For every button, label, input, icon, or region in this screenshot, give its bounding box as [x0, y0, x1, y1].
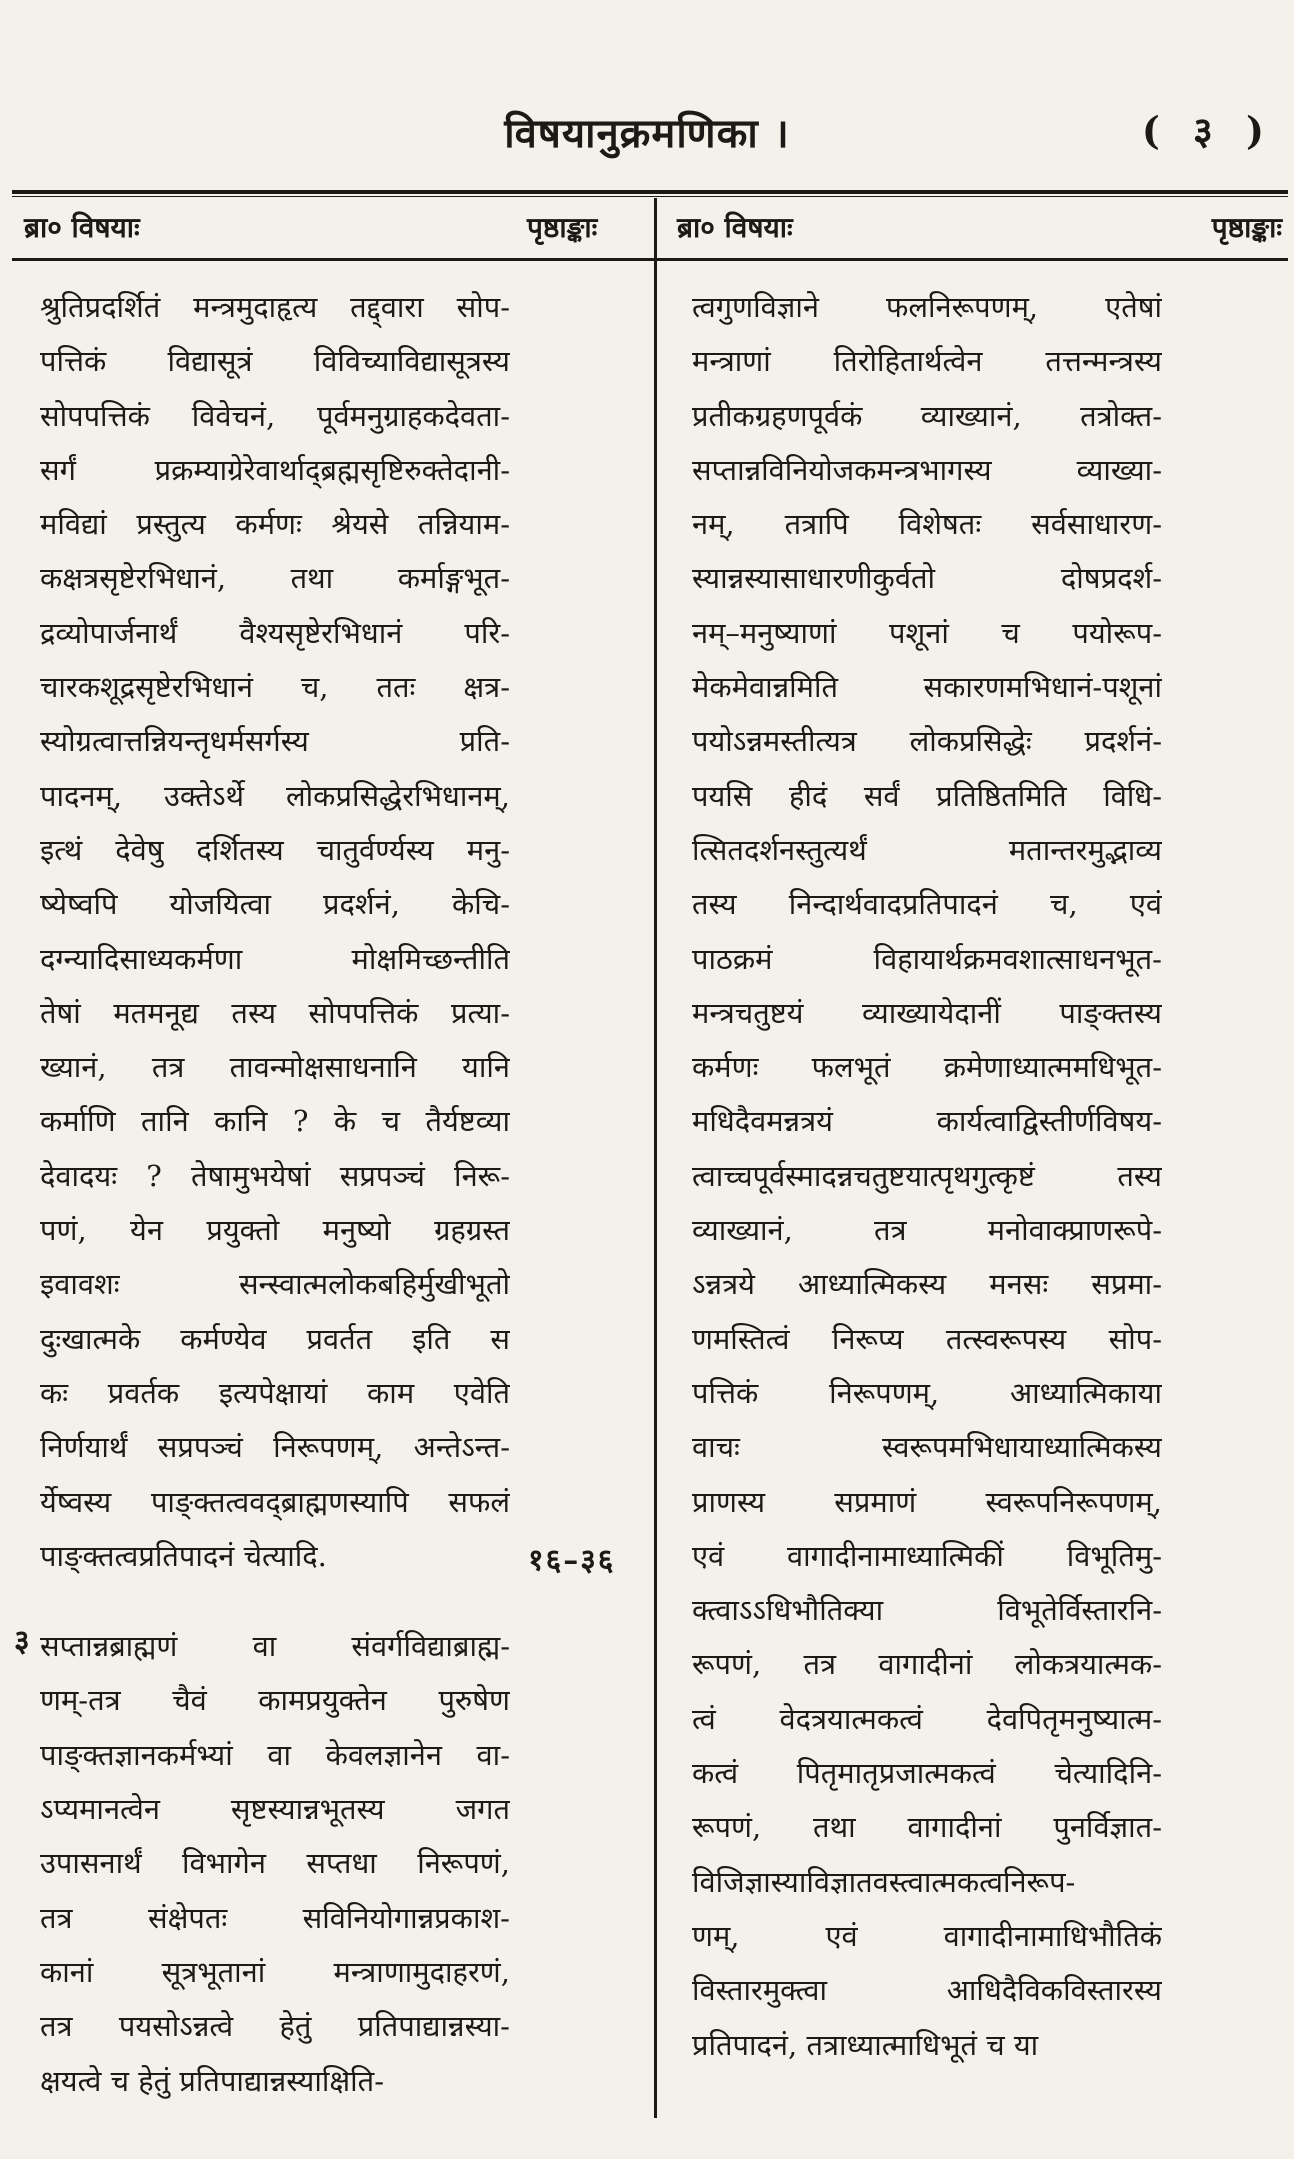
text-line: श्रुतिप्रदर्शितं मन्त्रमुदाहृत्य तद्द्वारा सोप- — [40, 290, 510, 324]
text-line: प्रतिपादनं, तत्राध्यात्माधिभूतं च या — [692, 2027, 1039, 2062]
text-line: स्योग्रत्वात्तन्नियन्तृधर्मसर्गस्य प्रति- — [40, 724, 510, 759]
right-serial-header: ब्रा० विषयाः — [677, 211, 793, 244]
top-rule — [12, 190, 1288, 194]
text-line: कर्मणः फलभूतं क्रमेणाध्यात्ममधिभूत- — [692, 1050, 1162, 1085]
toc-entry — [40, 280, 510, 1583]
text-line: सप्तान्नब्राह्मणं वा संवर्गविद्याब्राह्म- — [40, 1629, 510, 1664]
text-line: पणं, येन प्रयुक्तो मनुष्यो ग्रहग्रस्त — [40, 1213, 510, 1248]
text-line: प्राणस्य सप्रमाणं स्वरूपनिरूपणम्, — [692, 1484, 1162, 1519]
text-line: एवं वागादीनामाध्यात्मिकीं विभूतिमु- — [692, 1538, 1162, 1573]
text-line: णमस्तित्वं निरूप्य तत्स्वरूपस्य सोप- — [692, 1321, 1162, 1356]
header-underline — [12, 258, 1288, 261]
text-line: तेषां मतमनूद्य तस्य सोपपत्तिकं प्रत्या- — [40, 995, 510, 1030]
text-line: इत्थं देवेषु दर्शितस्य चातुर्वर्ण्यस्य मनु- — [40, 832, 510, 867]
text-line: र्येष्वस्य पाङ्क्तत्ववद्ब्राह्मणस्यापि सफलं — [40, 1484, 510, 1519]
text-line: दग्न्यादिसाध्यकर्मणा मोक्षमिच्छन्तीति — [40, 941, 510, 976]
text-line: सोपपत्तिकं विवेचनं, पूर्वमनुग्राहकदेवता- — [40, 398, 510, 433]
text-line: स्यान्नस्यासाधारणीकुर्वतो दोषप्रदर्श- — [692, 561, 1162, 596]
text-line: सर्गं प्रक्रम्याग्रेरेवार्थाद्ब्रह्मसृष्टिरुक्तेदानी- — [40, 452, 510, 487]
entry-number: ३ — [14, 1624, 30, 1660]
text-line: कर्माणि तानि कानि ? के च तैर्यष्टव्या — [40, 1104, 510, 1139]
text-line: पयोऽन्नमस्तीत्यत्र लोकप्रसिद्धेः प्रदर्शनं- — [692, 724, 1162, 759]
text-line: वाचः स्वरूपमभिधायाध्यात्मिकस्य — [692, 1430, 1162, 1465]
text-line: रूपणं, तत्र वागादीनां लोकत्रयात्मक- — [692, 1647, 1162, 1682]
text-line: त्सितदर्शनस्तुत्यर्थं मतान्तरमुद्भाव्य — [692, 832, 1162, 867]
text-line: मन्त्राणां तिरोहितार्थत्वेन तत्तन्मन्त्रस्य — [692, 344, 1162, 379]
page-title: विषयानुक्रमणिका । — [504, 110, 790, 157]
column-divider — [654, 198, 657, 2118]
column-headers — [12, 200, 1288, 250]
text-line: सप्तान्नविनियोजकमन्त्रभागस्य व्याख्या- — [692, 452, 1162, 487]
text-line: इवावशः सन्स्वात्मलोकबहिर्मुखीभूतो — [40, 1267, 510, 1302]
text-line: पाठक्रमं विहायार्थक्रमवशात्साधनभूत- — [692, 941, 1162, 976]
text-line: क्षयत्वे च हेतुं प्रतिपाद्यान्नस्याक्षिति- — [40, 2063, 385, 2098]
text-line: तत्र पयसोऽन्नत्वे हेतुं प्रतिपाद्यान्नस्या- — [40, 2009, 510, 2044]
text-line: द्रव्योपार्जनार्थं वैश्यसृष्टेरभिधानं परि- — [40, 615, 510, 650]
left-serial-header: ब्रा० विषयाः — [24, 211, 140, 244]
text-line: निर्णयार्थं सप्रपञ्चं निरूपणम्, अन्तेऽन्त- — [40, 1430, 510, 1465]
text-line: व्याख्यानं, तत्र मनोवाक्प्राणरूपे- — [692, 1213, 1162, 1248]
text-line: पाङ्क्तज्ञानकर्मभ्यां वा केवलज्ञानेन वा- — [40, 1737, 510, 1772]
text-line: क्त्वाऽऽधिभौतिक्या विभूतेर्विस्तारनि- — [692, 1593, 1162, 1628]
text-line: रूपणं, तथा वागादीनां पुनर्विज्ञात- — [692, 1810, 1162, 1845]
text-line: कः प्रवर्तक इत्यपेक्षायां काम एवेति — [40, 1375, 510, 1410]
text-line: तत्र संक्षेपतः सविनियोगान्नप्रकाश- — [40, 1900, 510, 1935]
text-line: उपासनार्थं विभागेन सप्तधा निरूपणं, — [40, 1846, 510, 1881]
text-line: देवादयः ? तेषामुभयेषां सप्रपञ्चं निरू- — [40, 1158, 510, 1193]
text-line: विस्तारमुक्त्वा आधिदैविकविस्तारस्य — [692, 1973, 1162, 2008]
running-head — [0, 98, 1294, 158]
text-line: ऽन्नत्रये आध्यात्मिकस्य मनसः सप्रमा- — [692, 1267, 1162, 1302]
top-rule-thin — [12, 196, 1288, 197]
text-line: नम्–मनुष्याणां पशूनां च पयोरूप- — [692, 615, 1162, 650]
left-page-header: पृष्ठाङ्काः — [527, 211, 598, 244]
text-line: चारकशूद्रसृष्टेरभिधानं च, ततः क्षत्र- — [40, 670, 510, 705]
text-line: नम्, तत्रापि विशेषतः सर्वसाधारण- — [692, 507, 1162, 542]
left-column — [14, 280, 510, 2108]
text-line: विजिज्ञास्याविज्ञातवस्त्वात्मकत्वनिरूप- — [692, 1864, 1076, 1899]
page-number: ( ३ ) — [1141, 108, 1274, 153]
text-line: प्रतीकग्रहणपूर्वकं व्याख्यानं, तत्रोक्त- — [692, 398, 1162, 433]
text-line: कत्वं पितृमातृप्रजात्मकत्वं चेत्यादिनि- — [692, 1756, 1162, 1791]
text-line: त्वगुणविज्ञाने फलनिरूपणम्, एतेषां — [692, 290, 1162, 324]
text-line: णम्-तत्र चैवं कामप्रयुक्तेन पुरुषेण — [40, 1683, 510, 1718]
text-line: दुःखात्मके कर्मण्येव प्रवर्तत इति स — [40, 1321, 510, 1356]
text-line: पादनम्, उक्तेऽर्थे लोकप्रसिद्धेरभिधानम्, — [40, 778, 510, 813]
right-page-header: पृष्ठाङ्काः — [1211, 211, 1282, 244]
text-line: कक्षत्रसृष्टेरभिधानं, तथा कर्माङ्गभूत- — [40, 561, 510, 596]
text-line: मधिदैवमन्नत्रयं कार्यत्वाद्विस्तीर्णविषय- — [692, 1104, 1162, 1139]
text-line: पत्तिकं निरूपणम्, आध्यात्मिकाया — [692, 1375, 1162, 1410]
text-line: मविद्यां प्रस्तुत्य कर्मणः श्रेयसे तन्नियाम- — [40, 507, 510, 542]
text-line: कानां सूत्रभूतानां मन्त्राणामुदाहरणं, — [40, 1954, 510, 1989]
page-range: १६–३६ — [528, 1543, 616, 1578]
right-column — [692, 280, 1162, 2072]
text-line: पत्तिकं विद्यासूत्रं विविच्याविद्यासूत्रस्य — [40, 344, 510, 379]
toc-entry — [14, 1619, 510, 2108]
text-line: त्वं वेदत्रयात्मकत्वं देवपितृमनुष्यात्म- — [692, 1701, 1162, 1736]
text-line: ख्यानं, तत्र तावन्मोक्षसाधनानि यानि — [40, 1050, 510, 1085]
text-line: मेकमेवान्नमिति सकारणमभिधानं-पशूनां — [692, 670, 1162, 705]
text-line: तस्य निन्दार्थवादप्रतिपादनं च, एवं — [692, 887, 1162, 922]
text-line: पयसि हीदं सर्वं प्रतिष्ठितमिति विधि- — [692, 778, 1162, 813]
text-line: णम्, एवं वागादीनामाधिभौतिकं — [692, 1918, 1162, 1953]
text-line: पाङ्क्तत्वप्रतिपादनं चेत्यादि. — [40, 1538, 327, 1573]
text-line: ऽप्यमानत्वेन सृष्टस्यान्नभूतस्य जगत — [40, 1792, 510, 1827]
text-line: ष्येष्वपि योजयित्वा प्रदर्शनं, केचि- — [40, 887, 510, 922]
text-line: मन्त्रचतुष्टयं व्याख्यायेदानीं पाङ्क्तस्य — [692, 995, 1162, 1030]
text-line: त्वाच्चपूर्वस्मादन्नचतुष्टयात्पृथगुत्कृष्टं तस्य — [692, 1158, 1162, 1193]
